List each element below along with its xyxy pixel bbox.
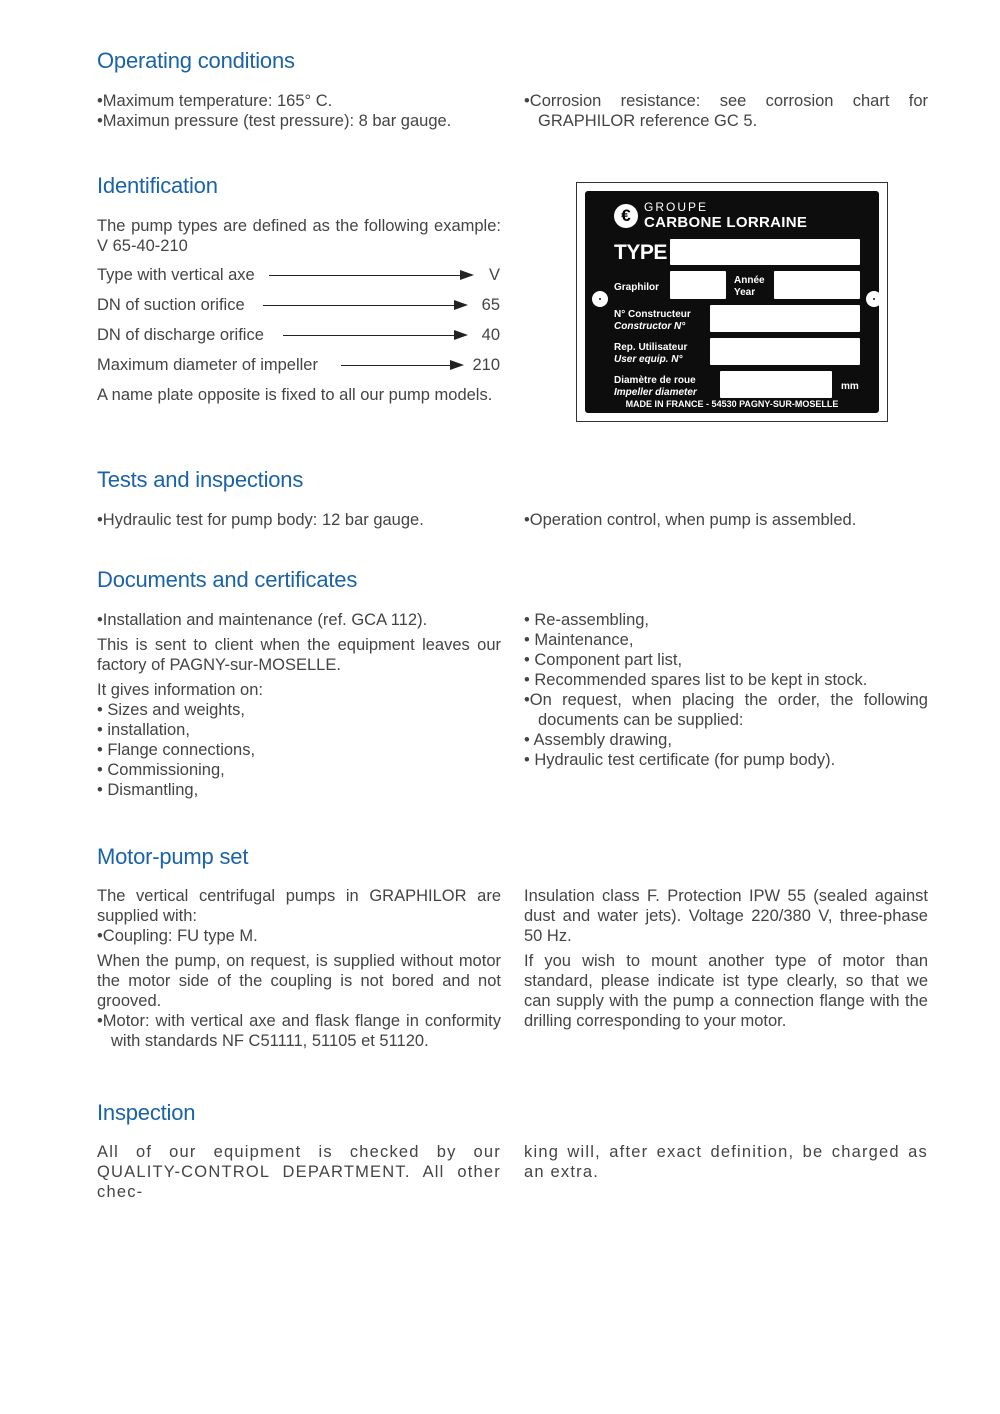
plate-rep-label: Rep. Utilisateur	[614, 342, 688, 353]
row-value: 65	[479, 294, 500, 316]
plate-type-label: TYPE	[614, 241, 667, 264]
list-item: • Hydraulic test certificate (for pump body).	[524, 751, 836, 769]
plate-user-field	[710, 338, 860, 365]
paragraph: All of our equipment is checked by our QUALITY-CONTROL DEPARTMENT. All other chec-	[97, 1143, 501, 1201]
plate-constructor-label: Constructor N°	[614, 321, 686, 332]
plate-graphilor-field	[670, 271, 726, 299]
list-item: • Component part list,	[524, 651, 683, 669]
paragraph: The vertical centrifugal pumps in GRAPHILOR are supplied with:	[97, 887, 501, 925]
row-label: Type with vertical axe	[97, 264, 261, 286]
plate-year-label: Year	[734, 287, 756, 298]
paragraph: Insulation class F. Protection IPW 55 (sealed against dust and water jets). Voltage 220/380 V, three-phase 50 Hz.	[524, 887, 928, 945]
list-item: •Corrosion resistance: see corrosion chart for GRAPHILOR reference GC 5.	[524, 92, 928, 130]
operating-right-column	[524, 91, 928, 131]
list-item: • Maintenance,	[524, 631, 634, 649]
row-value: 210	[469, 354, 500, 376]
row-label: DN of suction orifice	[97, 294, 251, 316]
list-item: • Sizes and weights,	[97, 701, 245, 719]
arrow-line	[283, 335, 454, 336]
paragraph: If you wish to mount another type of motor than standard, please indicate ist type clearly, so that we can supply with the pump a connection flange with the drilling corresponding to your motor.	[524, 952, 928, 1030]
plate-graphilor-label: Graphilor	[614, 282, 660, 293]
list-item: • installation,	[97, 721, 190, 739]
plate-year-field	[774, 271, 860, 299]
inspection-left-column	[97, 1142, 501, 1202]
identification-outro	[97, 385, 501, 405]
inspection-right-column	[524, 1142, 928, 1182]
plate-constructeur-label: N° Constructeur	[614, 309, 691, 320]
arrow-line	[269, 275, 460, 276]
heading-tests-inspections: Tests and inspections	[97, 467, 304, 492]
list-item: •Motor: with vertical axe and flask flange in conformity with standards NF C51111, 51105 et 51120.	[97, 1012, 501, 1050]
plate-user-label: User equip. N°	[614, 354, 683, 365]
tests-left-column	[97, 510, 501, 530]
list-item: •On request, when placing the order, the following documents can be supplied:	[524, 691, 928, 729]
arrow-line	[263, 305, 454, 306]
list-item: • Flange connections,	[97, 741, 256, 759]
paragraph: king will, after exact definition, be charged as an extra.	[524, 1143, 928, 1181]
identification-row-type	[97, 264, 500, 286]
identification-intro	[97, 216, 501, 256]
plate-annee-label: Année	[734, 275, 765, 286]
plate-diametre-label: Diamètre de roue	[614, 375, 696, 386]
heading-inspection: Inspection	[97, 1100, 196, 1125]
plate-screw-hole-right-icon	[866, 291, 882, 307]
plate-made-in-france: MADE IN FRANCE - 54530 PAGNY-SUR-MOSELLE	[625, 399, 839, 409]
paragraph: The pump types are defined as the following example: V 65-40-210	[97, 217, 501, 255]
list-item: •Coupling: FU type M.	[97, 927, 258, 945]
list-item: •Maximun pressure (test pressure): 8 bar gauge.	[97, 112, 452, 130]
plate-group-label: GROUPE	[644, 200, 709, 214]
row-value: V	[486, 264, 500, 286]
documents-right-column	[524, 610, 928, 770]
plate-impeller-label: Impeller diameter	[614, 387, 697, 398]
plate-mm-label: mm	[841, 381, 859, 392]
arrow-right-icon	[454, 330, 468, 340]
motor-left-column	[97, 886, 501, 1051]
name-plate-frame	[576, 182, 888, 422]
row-label: Maximum diameter of impeller	[97, 354, 324, 376]
arrow-right-icon	[460, 270, 474, 280]
list-item: •Operation control, when pump is assembled.	[524, 511, 857, 529]
heading-identification: Identification	[97, 173, 218, 198]
heading-documents-certificates: Documents and certificates	[97, 567, 358, 592]
documents-left-column	[97, 610, 501, 800]
plate-type-field	[670, 239, 860, 265]
list-item: •Hydraulic test for pump body: 12 bar gauge.	[97, 511, 424, 529]
paragraph: When the pump, on request, is supplied without motor the motor side of the coupling is not bored and not grooved.	[97, 952, 501, 1010]
motor-right-column	[524, 886, 928, 1031]
plate-diameter-field	[720, 371, 832, 398]
row-value: 40	[479, 324, 500, 346]
list-item: • Recommended spares list to be kept in stock.	[524, 671, 868, 689]
operating-left-column	[97, 91, 501, 131]
identification-row-discharge	[97, 324, 500, 346]
identification-row-impeller	[97, 354, 500, 376]
row-label: DN of discharge orifice	[97, 324, 270, 346]
list-item: •Installation and maintenance (ref. GCA 112).	[97, 611, 428, 629]
plate-constructor-field	[710, 305, 860, 332]
list-item: • Assembly drawing,	[524, 731, 672, 749]
tests-right-column	[524, 510, 928, 530]
plate-screw-hole-left-icon	[592, 291, 608, 307]
arrow-right-icon	[450, 360, 464, 370]
list-item: • Re-assembling,	[524, 611, 650, 629]
heading-operating-conditions: Operating conditions	[97, 48, 295, 73]
list-item: • Dismantling,	[97, 781, 199, 799]
carbone-lorraine-logo-icon: €	[614, 204, 638, 228]
paragraph: It gives information on:	[97, 681, 263, 699]
paragraph: A name plate opposite is fixed to all our pump models.	[97, 386, 493, 404]
arrow-right-icon	[454, 300, 468, 310]
list-item: •Maximum temperature: 165° C.	[97, 92, 333, 110]
list-item: • Commissioning,	[97, 761, 225, 779]
arrow-line	[341, 365, 450, 366]
plate-company-name: CARBONE LORRAINE	[644, 214, 808, 231]
heading-motor-pump-set: Motor-pump set	[97, 844, 249, 869]
name-plate	[585, 191, 879, 413]
paragraph: This is sent to client when the equipment leaves our factory of PAGNY-sur-MOSELLE.	[97, 636, 501, 674]
identification-row-suction	[97, 294, 500, 316]
